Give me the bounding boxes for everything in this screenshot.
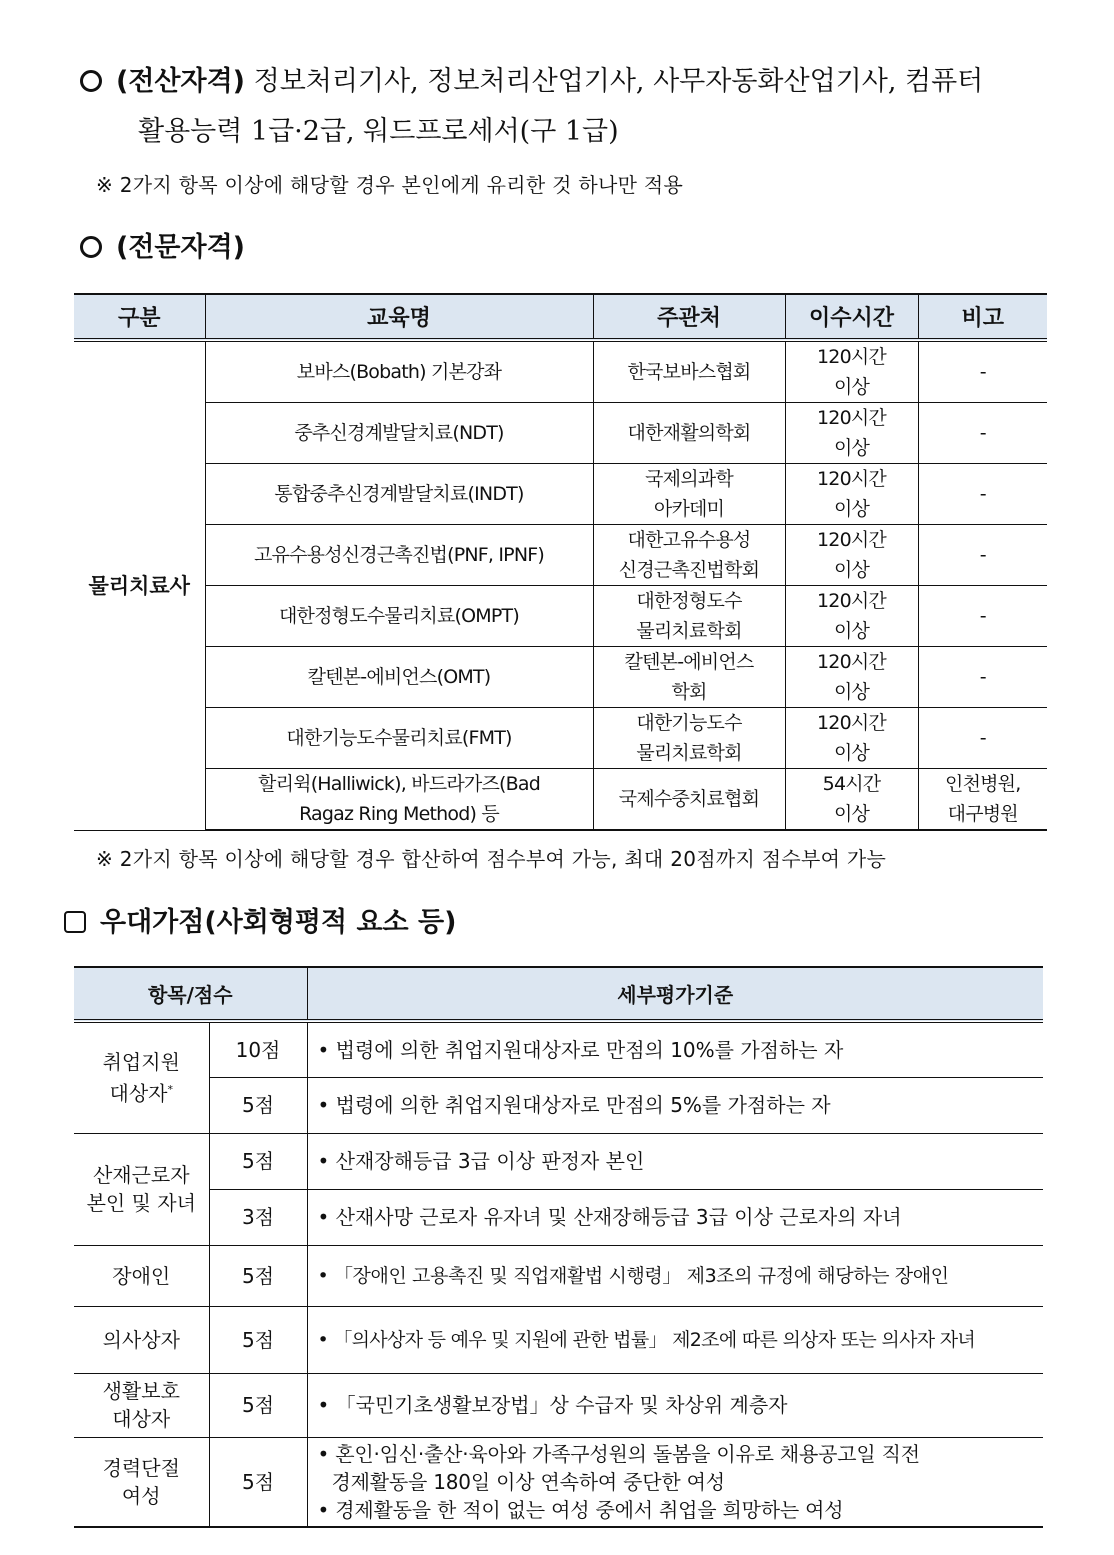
criteria-cell: • 혼인·임신·출산·육아와 가족구성원의 돌봄을 이유로 채용공고일 직전 경제활동을 180일 이상 연속하여 중단한 여성 • 경제활동을 한 적이 없는 여성 중에서 취업을 희망하는 여성 xyxy=(307,1437,1043,1527)
table-row xyxy=(74,403,1047,464)
circle-bullet-icon xyxy=(80,70,102,92)
item-cell-industrial: 산재근로자 본인 및 자녀 xyxy=(74,1133,209,1245)
org-cell: 대한재활의학회 xyxy=(593,403,785,464)
hours-cell: 120시간 이상 xyxy=(785,464,918,525)
category-cell: 물리치료사 xyxy=(74,340,205,830)
score-cell: 5점 xyxy=(209,1133,307,1189)
header-category: 구분 xyxy=(74,294,205,340)
remarks-cell: - xyxy=(918,586,1047,647)
professional-qual-note: ※ 2가지 항목 이상에 해당할 경우 합산하여 점수부여 가능, 최대 20점까지 점수부여 가능 xyxy=(96,847,887,871)
table-row xyxy=(74,1437,1043,1527)
bonus-points-table xyxy=(74,966,1043,1528)
criteria-cell: • 산재사망 근로자 유자녀 및 산재장해등급 3급 이상 근로자의 자녀 xyxy=(307,1189,1043,1245)
table-row xyxy=(74,586,1047,647)
table-row xyxy=(74,340,1047,403)
remarks-cell: - xyxy=(918,464,1047,525)
table-row xyxy=(74,525,1047,586)
computer-qual-heading: (전산자격) xyxy=(116,66,246,97)
table-header-row xyxy=(74,967,1043,1021)
org-cell: 대한고유수용성 신경근촉진법학회 xyxy=(593,525,785,586)
header-item-score: 항목/점수 xyxy=(74,967,307,1021)
table-row xyxy=(74,647,1047,708)
score-cell: 5점 xyxy=(209,1437,307,1527)
table-header-row xyxy=(74,294,1047,340)
score-cell: 5점 xyxy=(209,1245,307,1306)
item-cell-employment: 취업지원 대상자* xyxy=(74,1021,209,1133)
table-row xyxy=(74,1077,1043,1133)
course-cell: 대한기능도수물리치료(FMT) xyxy=(205,708,593,769)
hours-cell: 120시간 이상 xyxy=(785,403,918,464)
item-cell-righteous: 의사상자 xyxy=(74,1306,209,1373)
criteria-cell: • 「의사상자 등 예우 및 지원에 관한 법률」 제2조에 따른 의상자 또는 의사자 자녀 xyxy=(307,1306,1043,1373)
table-row xyxy=(74,1021,1043,1077)
table-row xyxy=(74,1189,1043,1245)
course-cell: 통합중추신경계발달치료(INDT) xyxy=(205,464,593,525)
criteria-cell: • 「국민기초생활보장법」상 수급자 및 차상위 계층자 xyxy=(307,1373,1043,1437)
criteria-cell: • 법령에 의한 취업지원대상자로 만점의 10%를 가점하는 자 xyxy=(307,1021,1043,1077)
org-cell: 국제의과학 아카데미 xyxy=(593,464,785,525)
hours-cell: 120시간 이상 xyxy=(785,340,918,403)
criteria-cell: • 산재장해등급 3급 이상 판정자 본인 xyxy=(307,1133,1043,1189)
computer-qual-line1 xyxy=(80,66,983,98)
remarks-cell: - xyxy=(918,647,1047,708)
table-row xyxy=(74,1245,1043,1306)
hours-cell: 120시간 이상 xyxy=(785,708,918,769)
score-cell: 10점 xyxy=(209,1021,307,1077)
org-cell: 칼텐본-에비언스 학회 xyxy=(593,647,785,708)
header-criteria: 세부평가기준 xyxy=(307,967,1043,1021)
bonus-heading: 우대가점(사회형평적 요소 등) xyxy=(100,907,457,938)
table-row xyxy=(74,708,1047,769)
header-remarks: 비고 xyxy=(918,294,1047,340)
header-course: 교육명 xyxy=(205,294,593,340)
square-bullet-icon xyxy=(64,911,86,933)
score-cell: 5점 xyxy=(209,1077,307,1133)
criteria-cell: • 법령에 의한 취업지원대상자로 만점의 5%를 가점하는 자 xyxy=(307,1077,1043,1133)
org-cell: 한국보바스협회 xyxy=(593,340,785,403)
score-cell: 5점 xyxy=(209,1373,307,1437)
remarks-cell: - xyxy=(918,340,1047,403)
professional-qual-heading: (전문자격) xyxy=(116,232,246,263)
course-cell: 중추신경계발달치료(NDT) xyxy=(205,403,593,464)
course-cell: 고유수용성신경근촉진법(PNF, IPNF) xyxy=(205,525,593,586)
course-cell: 대한정형도수물리치료(OMPT) xyxy=(205,586,593,647)
item-cell-welfare: 생활보호 대상자 xyxy=(74,1373,209,1437)
course-cell: 보바스(Bobath) 기본강좌 xyxy=(205,340,593,403)
table-row xyxy=(74,1306,1043,1373)
circle-bullet-icon xyxy=(80,236,102,258)
bonus-heading-line xyxy=(64,907,456,939)
org-cell: 국제수중치료협회 xyxy=(593,769,785,831)
header-hours: 이수시간 xyxy=(785,294,918,340)
item-cell-career: 경력단절 여성 xyxy=(74,1437,209,1527)
criteria-cell: • 「장애인 고용촉진 및 직업재활법 시행령」 제3조의 규정에 해당하는 장애인 xyxy=(307,1245,1043,1306)
professional-qual-heading-line xyxy=(80,232,245,264)
org-cell: 대한정형도수 물리치료학회 xyxy=(593,586,785,647)
hours-cell: 120시간 이상 xyxy=(785,586,918,647)
computer-qual-line2: 활용능력 1급·2급, 워드프로세서(구 1급) xyxy=(138,116,619,147)
remarks-cell: - xyxy=(918,403,1047,464)
hours-cell: 120시간 이상 xyxy=(785,525,918,586)
score-cell: 5점 xyxy=(209,1306,307,1373)
course-cell: 할리윅(Halliwick), 바드라가즈(Bad Ragaz Ring Method) 등 xyxy=(205,769,593,831)
course-cell: 칼텐본-에비언스(OMT) xyxy=(205,647,593,708)
table-row xyxy=(74,464,1047,525)
professional-qual-table xyxy=(74,293,1047,831)
computer-qual-note: ※ 2가지 항목 이상에 해당할 경우 본인에게 유리한 것 하나만 적용 xyxy=(96,173,684,197)
table-row xyxy=(74,1133,1043,1189)
remarks-cell: - xyxy=(918,525,1047,586)
header-organizer: 주관처 xyxy=(593,294,785,340)
remarks-cell: - xyxy=(918,708,1047,769)
remarks-cell: 인천병원, 대구병원 xyxy=(918,769,1047,831)
hours-cell: 54시간 이상 xyxy=(785,769,918,831)
score-cell: 3점 xyxy=(209,1189,307,1245)
item-cell-disabled: 장애인 xyxy=(74,1245,209,1306)
hours-cell: 120시간 이상 xyxy=(785,647,918,708)
computer-qual-text1: 정보처리기사, 정보처리산업기사, 사무자동화산업기사, 컴퓨터 xyxy=(253,66,984,97)
table-row xyxy=(74,769,1047,831)
org-cell: 대한기능도수 물리치료학회 xyxy=(593,708,785,769)
table-row xyxy=(74,1373,1043,1437)
